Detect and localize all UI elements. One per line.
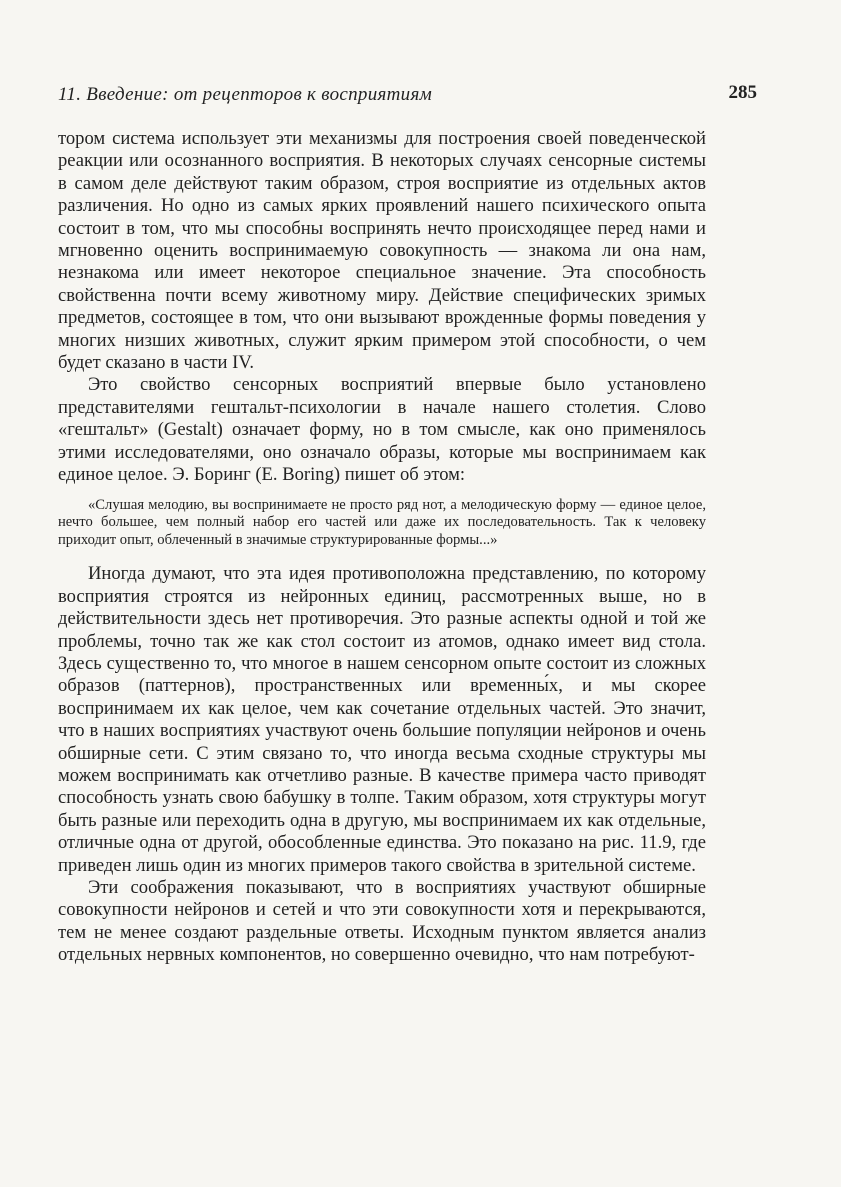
body-text <box>58 128 706 967</box>
running-head: 11. Введение: от рецепторов к восприятиям <box>58 84 433 105</box>
page-header <box>58 82 757 110</box>
paragraph: Эти соображения показывают, что в восприятиях участвуют обширные совокупности нейронов и сетей и что эти совокупности хотя и перекрываются, тем не менее создают раздельные ответы. Исходным пунктом является анализ отдельных нервных компонентов, но совершенно очевидно, что нам потребуют- <box>58 876 706 966</box>
paragraph: тором система использует эти механизмы для построения своей поведенческой реакции или осознанного восприятия. В некоторых случаях сенсорные системы в самом деле действуют таким образом, строя восприятие из отдельных актов различения. Но одно из самых ярких проявлений нашего психического опыта состоит в том, что мы способны воспринять нечто происходящее перед нами и мгновенно оценить воспринимаемую совокупность — знакома ли она нам, незнакома или имеет некоторое специальное значение. Эта способность свойственна почти всему животному миру. Действие специфических зримых предметов, состоящее в том, что они вызывают врожденные формы поведения у многих низших животных, служит ярким примером этой способности, о чем будет сказано в части IV. <box>58 128 706 374</box>
paragraph: Это свойство сенсорных восприятий впервые было установлено представителями гештальт-психологии в начале нашего столетия. Слово «гештальт» (Gestalt) означает форму, но в том смысле, как оно применялось этими исследователями, оно означало образы, которые мы воспринимаем как единое целое. Э. Боринг (E. Boring) пишет об этом: <box>58 374 706 486</box>
block-quote: «Слушая мелодию, вы воспринимаете не просто ряд нот, а мелодическую форму — единое целое, нечто большее, чем полный набор его частей или даже их последовательность. Так к человеку приходит опыт, облеченный в значимые структурированные формы...» <box>58 496 706 548</box>
paragraph: Иногда думают, что эта идея противоположна представлению, по которому восприятия строятся из нейронных единиц, рассмотренных выше, но в действительности здесь нет противоречия. Это разные аспекты одной и той же проблемы, точно так же как стол состоит из атомов, однако имеет вид стола. Здесь существенно то, что многое в нашем сенсорном опыте состоит из сложных образов (паттернов), пространственных или временны́х, и мы скорее воспринимаем их как целое, чем как сочетание отдельных частей. Это значит, что в наших восприятиях участвуют очень большие популяции нейронов и очень обширные сети. С этим связано то, что иногда весьма сходные структуры мы можем воспринимать как отчетливо разные. В качестве примера часто приводят способность узнать свою бабушку в толпе. Таким образом, хотя структуры могут быть разные или переходить одна в другую, мы воспринимаем их как отдельные, отличные одна от другой, обособленные единства. Это показано на рис. 11.9, где приведен лишь один из многих примеров такого свойства в зрительной системе. <box>58 563 706 876</box>
page-number: 285 <box>728 82 757 103</box>
